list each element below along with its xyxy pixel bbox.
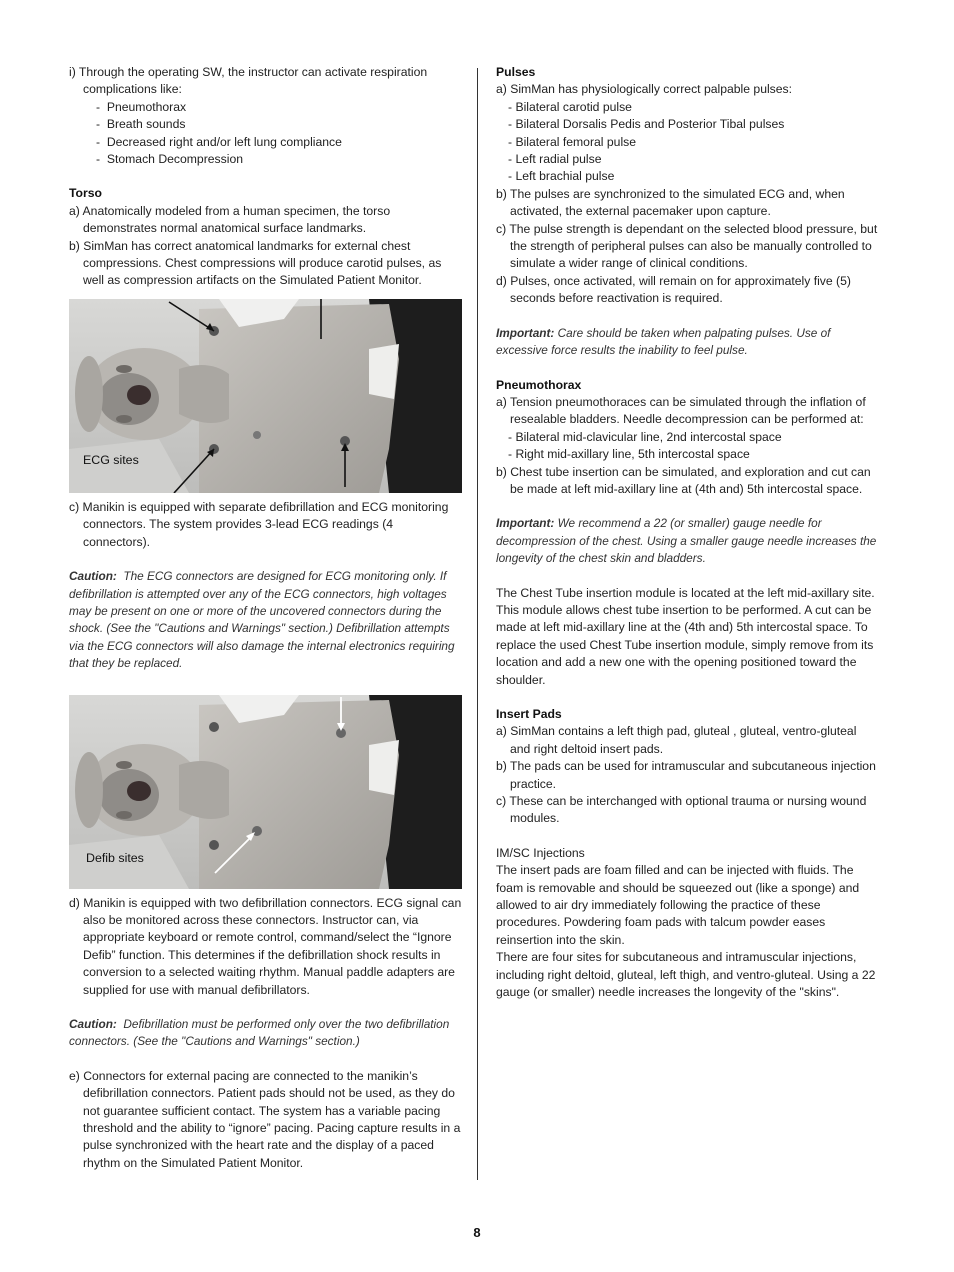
list-item: - Left brachial pulse bbox=[508, 169, 615, 184]
right-column bbox=[496, 64, 880, 1002]
list-item: - Pneumothorax bbox=[96, 99, 187, 114]
section-heading-pulses: Pulses bbox=[496, 65, 536, 79]
pulses-item-a: a) SimMan has physiologically correct palpable pulses: bbox=[496, 82, 793, 97]
pulses-item-d: d) Pulses, once activated, will remain on for approximately five (5) seconds before reactivation is required. bbox=[496, 273, 851, 306]
imsc-paragraph-2: There are four sites for subcutaneous and intramuscular injections, including right deltoid, gluteal, left thigh, and ventro-gluteal. Using a 22 gauge (or smaller) needle increases the longevity of the "skins". bbox=[496, 950, 876, 1000]
pulses-item-c: c) The pulse strength is dependant on the selected blood pressure, but the strength of peripheral pulses can also be manually controlled to simulate a wider range of clinical conditions. bbox=[496, 221, 878, 271]
page-number: 8 bbox=[473, 1225, 481, 1240]
ecg-sites-caption: ECG sites bbox=[83, 452, 139, 467]
section-heading-insert-pads: Insert Pads bbox=[496, 707, 562, 721]
section-heading-imsc-injections: IM/SC Injections bbox=[496, 845, 585, 860]
caution-note-ecg: Caution: The ECG connectors are designed for ECG monitoring only. If defibrillation is attempted over any of the ECG connectors, high voltages may be present on one or more of the uncovered connectors during the shock. (See the "Cautions and Warnings" section.) Defibrillation attempts via the ECG connectors will also damage the internal electronics requiring that they be replaced. bbox=[69, 569, 455, 671]
respiration-intro: i) Through the operating SW, the instructor can activate respiration complications like: bbox=[69, 65, 428, 97]
important-note-needle: Important: We recommend a 22 (or smaller) gauge needle for decompression of the chest. Using a smaller gauge needle increases the longevity of the chest skin and bladders. bbox=[496, 516, 877, 566]
torso-item-e: e) Connectors for external pacing are connected to the manikin’s defibrillation connectors. Patient pads should not be used, as they do not guarantee sufficient contact. The system has a variable pacing threshold and the ability to “ignore” pacing. Pacing capture results in a pulse synchronized with the heart rate and the display of a paced rhythm on the Simulated Patient Monitor. bbox=[69, 1068, 461, 1170]
torso-item-c: c) Manikin is equipped with separate defibrillation and ECG monitoring connectors. The system provides 3-lead ECG readings (4 connectors). bbox=[69, 499, 449, 549]
insert-pads-item-c: c) These can be interchanged with optional trauma or nursing wound modules. bbox=[496, 794, 867, 826]
list-item: - Stomach Decompression bbox=[96, 152, 243, 167]
list-item: - Right mid-axillary line, 5th intercostal space bbox=[508, 447, 750, 462]
imsc-paragraph-1: The insert pads are foam filled and can be injected with fluids. The foam is removable and should be squeezed out (like a sponge) and allowed to air dry immediately following the practice of these procedures. Powdering foam pads with talcum powder eases reinsertion into the skin. bbox=[496, 863, 860, 947]
list-item: - Left radial pulse bbox=[508, 152, 602, 167]
important-note-pulses: Important: Care should be taken when palpating pulses. Use of excessive force results the inability to feel pulse. bbox=[496, 325, 831, 358]
ecg-sites-photo bbox=[69, 299, 462, 493]
torso-item-b: b) SimMan has correct anatomical landmarks for external chest compressions. Chest compressions will produce carotid pulses, as well as compression artifacts on the Simulated Patient Monitor. bbox=[69, 238, 442, 288]
pulses-item-b: b) The pulses are synchronized to the simulated ECG and, when activated, the external pacemaker upon capture. bbox=[496, 186, 845, 219]
section-heading-pneumothorax: Pneumothorax bbox=[496, 377, 582, 392]
section-heading-torso: Torso bbox=[69, 186, 102, 201]
left-column bbox=[69, 64, 462, 1172]
list-item: - Bilateral mid-clavicular line, 2nd intercostal space bbox=[508, 429, 782, 444]
list-item: - Bilateral Dorsalis Pedis and Posterior Tibal pulses bbox=[508, 117, 785, 132]
chest-tube-paragraph: The Chest Tube insertion module is located at the left mid-axillary site. This module allows chest tube insertion to be performed. A cut can be made at left mid-axillary line at the (4th and) 5th intercostal space. To replace the used Chest Tube insertion module, simply remove from its location and add a new one with the opening positioned toward the shoulder. bbox=[496, 585, 875, 687]
list-item: - Bilateral carotid pulse bbox=[508, 99, 632, 114]
insert-pads-item-b: b) The pads can be used for intramuscular and subcutaneous injection practice. bbox=[496, 759, 876, 791]
torso-item-d: d) Manikin is equipped with two defibrillation connectors. ECG signal can also be monitored across these connectors. Instructor can, via appropriate keyboard or remote control, command/select the “Ignore Defib” function. This determines if the defibrillation shock results in conversion to a selected waiting rhythm. Manual paddle adapters are supplied for use with manual defibrillators. bbox=[69, 895, 462, 997]
torso-item-a: a) Anatomically modeled from a human specimen, the torso demonstrates normal anatomical surface landmarks. bbox=[69, 203, 391, 236]
column-divider bbox=[477, 68, 478, 1180]
defib-sites-caption: Defib sites bbox=[86, 850, 144, 865]
list-item: - Breath sounds bbox=[96, 117, 186, 132]
pneumothorax-item-a: a) Tension pneumothoraces can be simulated through the inflation of resealable bladders. Needle decompression can be performed at: bbox=[496, 394, 866, 427]
pneumothorax-item-b: b) Chest tube insertion can be simulated, and exploration and cut can be made at left mid-axillary line at (4th and) 5th intercostal space. bbox=[496, 464, 871, 496]
defib-sites-photo bbox=[69, 695, 462, 889]
list-item: - Bilateral femoral pulse bbox=[508, 134, 637, 149]
list-item: - Decreased right and/or left lung compliance bbox=[96, 134, 342, 149]
insert-pads-item-a: a) SimMan contains a left thigh pad, gluteal , gluteal, ventro-gluteal and right deltoid insert pads. bbox=[496, 724, 857, 756]
caution-note-defib: Caution: Defibrillation must be performed only over the two defibrillation connectors. (See the "Cautions and Warnings" section.) bbox=[69, 1016, 450, 1049]
